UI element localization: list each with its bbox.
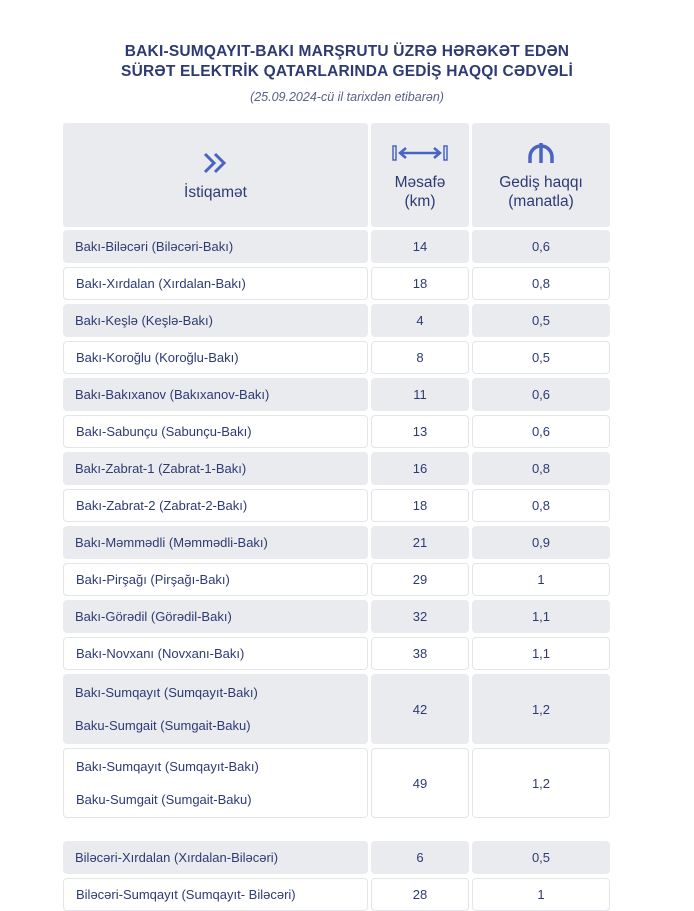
manat-icon bbox=[526, 139, 556, 167]
table-row bbox=[63, 674, 610, 744]
route-line-az: Bakı-Sumqayıt (Sumqayıt-Bakı) bbox=[76, 759, 259, 774]
table-row bbox=[63, 489, 610, 522]
fare-cell: 0,6 bbox=[472, 415, 610, 448]
table-row bbox=[63, 841, 610, 874]
distance-cell: 4 bbox=[371, 304, 469, 337]
route-cell: Biləcəri-Sumqayıt (Sumqayıt- Biləcəri) bbox=[63, 878, 368, 911]
distance-cell: 21 bbox=[371, 526, 469, 559]
distance-cell: 16 bbox=[371, 452, 469, 485]
route-cell: Bakı-Xırdalan (Xırdalan-Bakı) bbox=[63, 267, 368, 300]
fare-cell: 1,1 bbox=[472, 637, 610, 670]
distance-cell: 18 bbox=[371, 267, 469, 300]
route-cell: Bakı-Zabrat-2 (Zabrat-2-Bakı) bbox=[63, 489, 368, 522]
route-cell: Bakı-Sabunçu (Sabunçu-Bakı) bbox=[63, 415, 368, 448]
header-fare-label bbox=[499, 173, 583, 211]
fare-cell: 0,9 bbox=[472, 526, 610, 559]
effective-date-subtitle: (25.09.2024-cü il tarixdən etibarən) bbox=[250, 90, 444, 104]
route-cell: Bakı-Bakıxanov (Bakıxanov-Bakı) bbox=[63, 378, 368, 411]
fare-cell: 1 bbox=[472, 563, 610, 596]
fare-cell: 0,8 bbox=[472, 452, 610, 485]
table-row bbox=[63, 230, 610, 263]
route-cell: Bakı-Məmmədli (Məmmədli-Bakı) bbox=[63, 526, 368, 559]
distance-cell: 29 bbox=[371, 563, 469, 596]
fare-cell: 1,1 bbox=[472, 600, 610, 633]
double-chevron-right-icon bbox=[202, 149, 230, 177]
fare-cell: 0,6 bbox=[472, 378, 610, 411]
route-cell: Bakı-Koroğlu (Koroğlu-Bakı) bbox=[63, 341, 368, 374]
table-row bbox=[63, 415, 610, 448]
distance-cell: 11 bbox=[371, 378, 469, 411]
fare-cell: 0,8 bbox=[472, 489, 610, 522]
distance-cell: 13 bbox=[371, 415, 469, 448]
table-row bbox=[63, 267, 610, 300]
table-row bbox=[63, 748, 610, 818]
distance-cell: 49 bbox=[371, 748, 469, 818]
route-cell: Bakı-Zabrat-1 (Zabrat-1-Bakı) bbox=[63, 452, 368, 485]
fare-cell: 1 bbox=[472, 878, 610, 911]
distance-cell: 14 bbox=[371, 230, 469, 263]
route-cell: Bakı-Biləcəri (Biləcəri-Bakı) bbox=[63, 230, 368, 263]
table-row bbox=[63, 637, 610, 670]
distance-cell: 42 bbox=[371, 674, 469, 744]
fare-cell: 0,5 bbox=[472, 841, 610, 874]
distance-cell: 8 bbox=[371, 341, 469, 374]
route-cell: Biləcəri-Xırdalan (Xırdalan-Biləcəri) bbox=[63, 841, 368, 874]
fare-cell: 0,5 bbox=[472, 341, 610, 374]
header-direction-label: İstiqamət bbox=[184, 183, 247, 201]
route-line-en: Baku-Sumgait (Sumgait-Baku) bbox=[75, 718, 251, 733]
table-row bbox=[63, 378, 610, 411]
fare-cell: 1,2 bbox=[472, 748, 610, 818]
header-distance bbox=[371, 123, 469, 227]
table-row bbox=[63, 878, 610, 911]
header-fare-line-2: (manatla) bbox=[508, 193, 574, 210]
page-title bbox=[0, 42, 694, 82]
fare-cell: 0,6 bbox=[472, 230, 610, 263]
table-row bbox=[63, 452, 610, 485]
distance-cell: 18 bbox=[371, 489, 469, 522]
fare-cell: 1,2 bbox=[472, 674, 610, 744]
distance-cell: 6 bbox=[371, 841, 469, 874]
distance-cell: 38 bbox=[371, 637, 469, 670]
route-cell: Bakı-Görədil (Görədil-Bakı) bbox=[63, 600, 368, 633]
route-line-en: Baku-Sumgait (Sumgait-Baku) bbox=[76, 792, 252, 807]
table-row bbox=[63, 341, 610, 374]
distance-arrows-icon bbox=[391, 139, 449, 167]
distance-cell: 28 bbox=[371, 878, 469, 911]
route-cell bbox=[63, 674, 368, 744]
table-row bbox=[63, 563, 610, 596]
header-fare-line-1: Gediş haqqı bbox=[499, 174, 583, 191]
distance-cell: 32 bbox=[371, 600, 469, 633]
title-line-1: BAKI-SUMQAYIT-BAKI MARŞRUTU ÜZRƏ HƏRƏKƏT EDƏN bbox=[124, 43, 570, 60]
table-row bbox=[63, 304, 610, 337]
route-cell: Bakı-Novxanı (Novxanı-Bakı) bbox=[63, 637, 368, 670]
route-line-az: Bakı-Sumqayıt (Sumqayıt-Bakı) bbox=[75, 685, 258, 700]
route-cell: Bakı-Keşlə (Keşlə-Bakı) bbox=[63, 304, 368, 337]
title-line-2: SÜRƏT ELEKTRİK QATARLARINDA GEDİŞ HAQQI CƏDVƏLİ bbox=[121, 63, 573, 80]
header-distance-label bbox=[395, 173, 446, 211]
table-row bbox=[63, 600, 610, 633]
header-fare bbox=[472, 123, 610, 227]
route-cell bbox=[63, 748, 368, 818]
route-cell: Bakı-Pirşağı (Pirşağı-Bakı) bbox=[63, 563, 368, 596]
fare-cell: 0,5 bbox=[472, 304, 610, 337]
header-distance-line-2: (km) bbox=[404, 193, 436, 210]
fare-cell: 0,8 bbox=[472, 267, 610, 300]
table-row bbox=[63, 526, 610, 559]
header-distance-line-1: Məsafə bbox=[394, 174, 446, 191]
header-direction bbox=[63, 123, 368, 227]
